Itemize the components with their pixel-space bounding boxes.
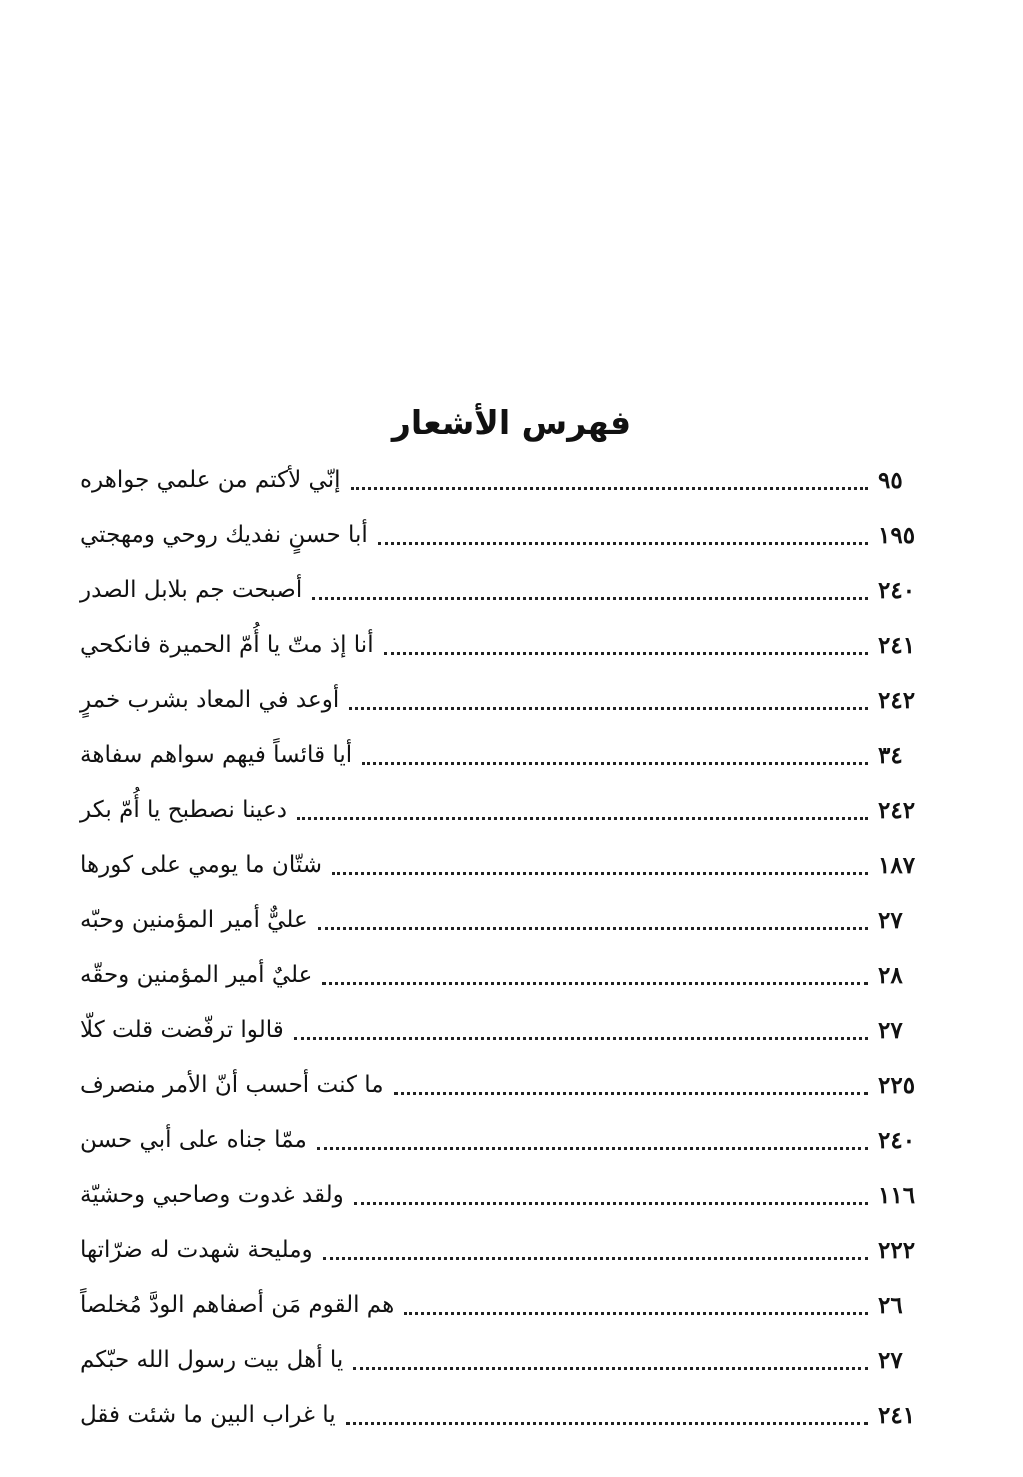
page-number: ٢٤١	[878, 1402, 916, 1429]
dot-leader	[346, 1422, 868, 1425]
page-number: ٢٤١	[878, 632, 916, 659]
verse-opening: ممّا جناه على أبي حسن	[80, 1127, 307, 1153]
index-entry	[80, 1333, 940, 1388]
index-entry	[80, 1278, 940, 1333]
dot-leader	[332, 872, 868, 875]
verse-opening: يا غراب البين ما شئت فقل	[80, 1402, 336, 1428]
index-entry	[80, 618, 940, 673]
index-entry	[80, 1168, 940, 1223]
dot-leader	[322, 982, 868, 985]
page-number: ٢٧	[878, 907, 903, 934]
page-number: ٢٧	[878, 1017, 903, 1044]
verse-opening: قالوا ترفّضت قلت كلّا	[80, 1017, 284, 1043]
page-number: ١١٦	[878, 1182, 916, 1209]
poetry-index-list	[80, 453, 940, 1443]
dot-leader	[317, 1147, 868, 1150]
verse-opening: عليٌ أمير المؤمنين وحقّه	[80, 962, 313, 988]
dot-leader	[323, 1257, 868, 1260]
index-entry	[80, 1003, 940, 1058]
dot-leader	[349, 707, 868, 710]
page-number: ١٨٧	[878, 852, 916, 879]
verse-opening: هم القوم مَن أصفاهم الودَّ مُخلصاً	[80, 1292, 395, 1318]
index-entry	[80, 728, 940, 783]
dot-leader	[404, 1312, 868, 1315]
page-number: ٢٧	[878, 1347, 903, 1374]
verse-opening: يا أهل بيت رسول الله حبّكم	[80, 1347, 344, 1373]
index-entry	[80, 948, 940, 1003]
dot-leader	[353, 1367, 868, 1370]
index-entry	[80, 508, 940, 563]
page-number: ٢٦	[878, 1292, 903, 1319]
index-entry	[80, 893, 940, 948]
verse-opening: ما كنت أحسب أنّ الأمر منصرف	[80, 1072, 384, 1098]
dot-leader	[297, 817, 868, 820]
verse-opening: شتّان ما يومي على كورها	[80, 852, 323, 878]
page-number: ٢٤٠	[878, 577, 916, 604]
dot-leader	[351, 487, 868, 490]
verse-opening: أصبحت جم بلابل الصدر	[80, 577, 303, 603]
index-entry	[80, 563, 940, 618]
dot-leader	[312, 597, 868, 600]
page-number: ٢٢٢	[878, 1237, 916, 1264]
index-entry	[80, 1223, 940, 1278]
verse-opening: عليٌّ أمير المؤمنين وحبّه	[80, 907, 308, 933]
verse-opening: أوعد في المعاد بشرب خمرٍ	[80, 687, 340, 713]
verse-opening: دعينا نصطبح يا أُمّ بكر	[80, 797, 287, 823]
index-entry	[80, 783, 940, 838]
verse-opening: ومليحة شهدت له ضرّاتها	[80, 1237, 313, 1263]
index-entry	[80, 453, 940, 508]
dot-leader	[354, 1202, 868, 1205]
dot-leader	[384, 652, 868, 655]
dot-leader	[394, 1092, 868, 1095]
index-entry	[80, 673, 940, 728]
page-number: ٣٤	[878, 742, 903, 769]
page-number: ٩٥	[878, 467, 903, 494]
verse-opening: ولقد غدوت وصاحبي وحشيّة	[80, 1182, 344, 1208]
dot-leader	[378, 542, 868, 545]
page-number: ١٩٥	[878, 522, 916, 549]
page-number: ٢٤٢	[878, 687, 916, 714]
index-entry	[80, 1113, 940, 1168]
dot-leader	[362, 762, 868, 765]
verse-opening: أنا إذ متّ يا أُمّ الحميرة فانكحي	[80, 632, 374, 658]
verse-opening: إنّي لأكتم من علمي جواهره	[80, 467, 341, 493]
verse-opening: أبا حسنٍ نفديك روحي ومهجتي	[80, 522, 368, 548]
dot-leader	[294, 1037, 868, 1040]
verse-opening: أيا قائساً فيهم سواهم سفاهة	[80, 742, 353, 768]
page-number: ٢٨	[878, 962, 903, 989]
index-entry	[80, 1388, 940, 1443]
index-entry	[80, 838, 940, 893]
page-number: ٢٤٠	[878, 1127, 916, 1154]
page-number: ٢٢٥	[878, 1072, 916, 1099]
page-title: فهرس الأشعار	[391, 403, 632, 442]
page-number: ٢٤٢	[878, 797, 916, 824]
dot-leader	[318, 927, 868, 930]
index-entry	[80, 1058, 940, 1113]
